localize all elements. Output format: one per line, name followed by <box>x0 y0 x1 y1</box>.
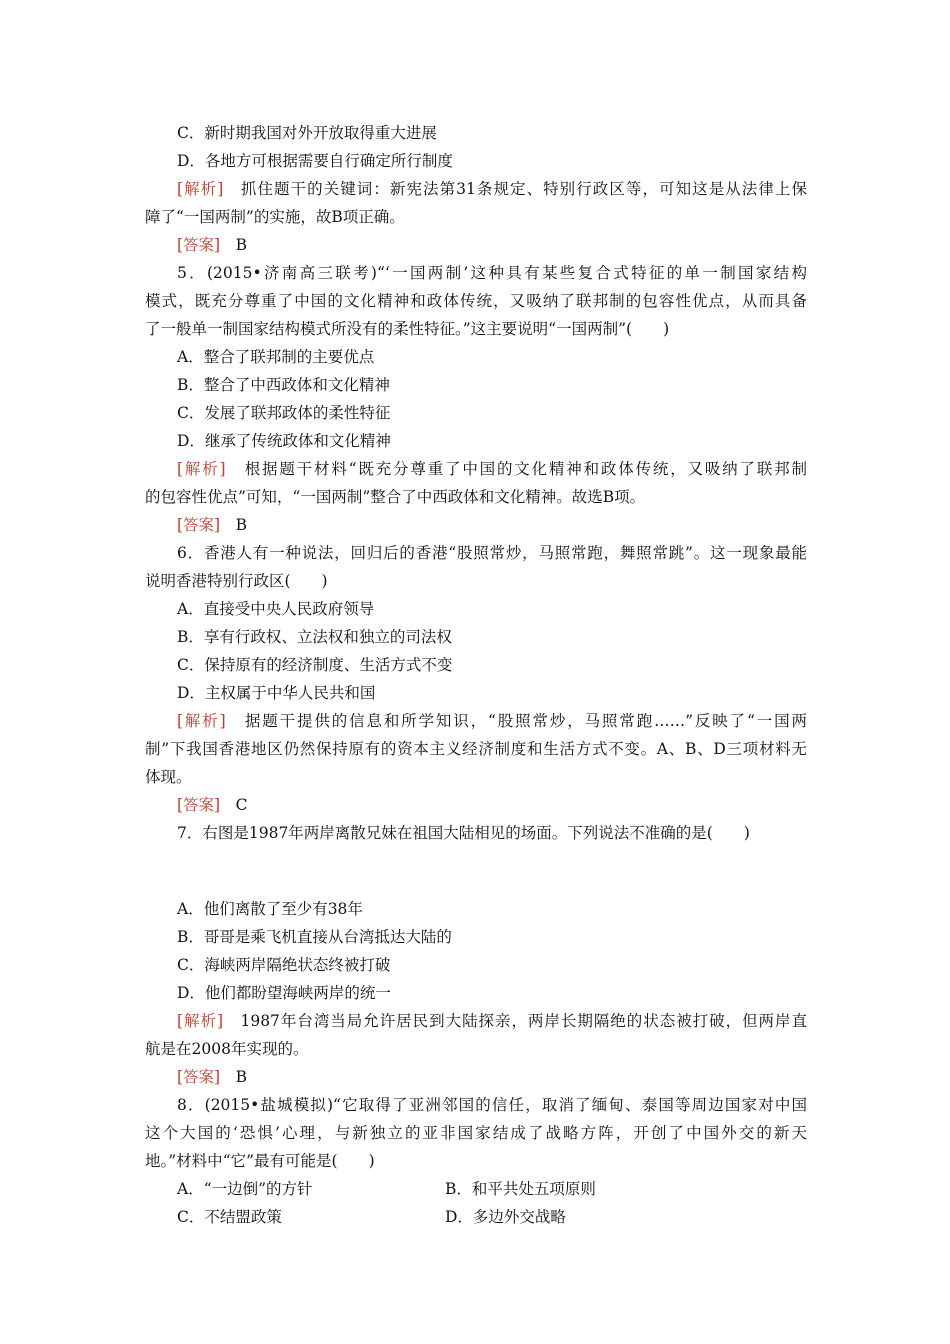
q7-answer <box>177 1067 247 1087</box>
q6-option-a: A．直接受中央人民政府领导 <box>177 600 375 618</box>
q5-analysis-line-1 <box>145 459 807 479</box>
q5-option-c: C．发展了联邦政体的柔性特征 <box>177 404 391 422</box>
q5-stem-line-1 <box>145 263 807 283</box>
q4-option-c: C．新时期我国对外开放取得重大进展 <box>177 124 437 142</box>
q6-answer-value: C <box>235 796 248 814</box>
q5-option-a: A．整合了联邦制的主要优点 <box>177 348 375 366</box>
q6-analysis-line-3: 体现。 <box>145 768 192 786</box>
answer-tag: [答案] <box>177 516 221 534</box>
q5-analysis-text-1: 根据题干材料“既充分尊重了中国的文化精神和政体传统，又吸纳了联邦制 <box>244 460 807 478</box>
q4-answer-value: B <box>235 236 248 254</box>
q4-analysis-text-1: 抓住题干的关键词：新宪法第31条规定、特别行政区等，可知这是从法律上保 <box>240 180 807 198</box>
q5-option-d: D．继承了传统政体和文化精神 <box>177 432 391 450</box>
q7-option-d: D．他们都盼望海峡两岸的统一 <box>177 984 391 1002</box>
q6-analysis-line-1 <box>145 711 807 731</box>
q8-option-b: B．和平共处五项原则 <box>445 1180 596 1198</box>
q5-answer <box>177 515 247 535</box>
q6-stem-text-1: 6．香港人有一种说法，回归后的香港“股照常炒，马照常跑，舞照常跳”。这一现象最能 <box>177 544 807 562</box>
q8-stem-text-1: 8．(2015•盐城模拟)“它取得了亚洲邻国的信任，取消了缅甸、泰国等周边国家对中国 <box>177 1096 807 1114</box>
answer-tag: [答案] <box>177 796 221 814</box>
answer-tag: [答案] <box>177 1068 221 1086</box>
q8-option-c: C．不结盟政策 <box>177 1208 282 1226</box>
analysis-tag: [解析] <box>177 1012 224 1030</box>
q5-stem-text-1: 5．(2015•济南高三联考)“‘一国两制’这种具有某些复合式特征的单一制国家结构 <box>177 264 807 282</box>
q7-analysis-line-1 <box>145 1011 807 1031</box>
analysis-tag: [解析] <box>177 460 226 478</box>
q8-option-d: D．多边外交战略 <box>445 1208 566 1226</box>
q6-analysis-text-1: 据题干提供的信息和所学知识，“股照常炒，马照常跑……”反映了“一国两 <box>244 712 807 730</box>
analysis-tag: [解析] <box>177 180 224 198</box>
q8-option-a: A．“一边倒”的方针 <box>177 1180 313 1198</box>
q7-option-c: C．海峡两岸隔绝状态终被打破 <box>177 956 391 974</box>
q8-stem-line-2: 这个大国的‘恐惧’心理，与新独立的亚非国家结成了战略方阵，开创了中国外交的新天 <box>145 1124 807 1142</box>
q6-option-c: C．保持原有的经济制度、生活方式不变 <box>177 656 453 674</box>
q5-answer-value: B <box>235 516 248 534</box>
q6-stem-line-2: 说明香港特别行政区( ) <box>145 572 328 590</box>
q7-analysis-text-1: 1987年台湾当局允许居民到大陆探亲，两岸长期隔绝的状态被打破，但两岸直 <box>240 1012 807 1030</box>
q5-stem-line-3: 了一般单一制国家结构模式所没有的柔性特征。”这主要说明“一国两制”( ) <box>145 320 670 338</box>
q6-answer <box>177 795 248 815</box>
q7-answer-value: B <box>235 1068 248 1086</box>
q6-stem-line-1 <box>145 543 807 563</box>
q8-stem-line-1 <box>145 1095 807 1115</box>
q5-stem-line-2: 模式，既充分尊重了中国的文化精神和政体传统，又吸纳了联邦制的包容性优点，从而具备 <box>145 292 807 310</box>
q4-option-d: D．各地方可根据需要自行确定所行制度 <box>177 152 453 170</box>
q6-option-d: D．主权属于中华人民共和国 <box>177 684 376 702</box>
q6-analysis-line-2: 制”下我国香港地区仍然保持原有的资本主义经济制度和生活方式不变。A、B、D三项材料无 <box>145 740 807 758</box>
q7-stem-line-1: 7．右图是1987年两岸离散兄妹在祖国大陆相见的场面。下列说法不准确的是( ) <box>177 824 750 842</box>
q8-stem-line-3: 地。”材料中“它”最有可能是( ) <box>145 1152 375 1170</box>
q6-option-b: B．享有行政权、立法权和独立的司法权 <box>177 628 452 646</box>
q4-analysis-line-1 <box>145 179 807 199</box>
analysis-tag: [解析] <box>177 712 226 730</box>
q4-answer <box>177 235 247 255</box>
q5-analysis-line-2: 的包容性优点”可知，“一国两制”整合了中西政体和文化精神。故选B项。 <box>145 488 646 506</box>
q5-option-b: B．整合了中西政体和文化精神 <box>177 376 390 394</box>
q4-analysis-line-2: 障了“一国两制”的实施，故B项正确。 <box>145 208 405 226</box>
q7-option-b: B．哥哥是乘飞机直接从台湾抵达大陆的 <box>177 928 452 946</box>
q7-option-a: A．他们离散了至少有38年 <box>177 900 363 918</box>
answer-tag: [答案] <box>177 236 221 254</box>
q7-analysis-line-2: 航是在2008年实现的。 <box>145 1040 309 1058</box>
